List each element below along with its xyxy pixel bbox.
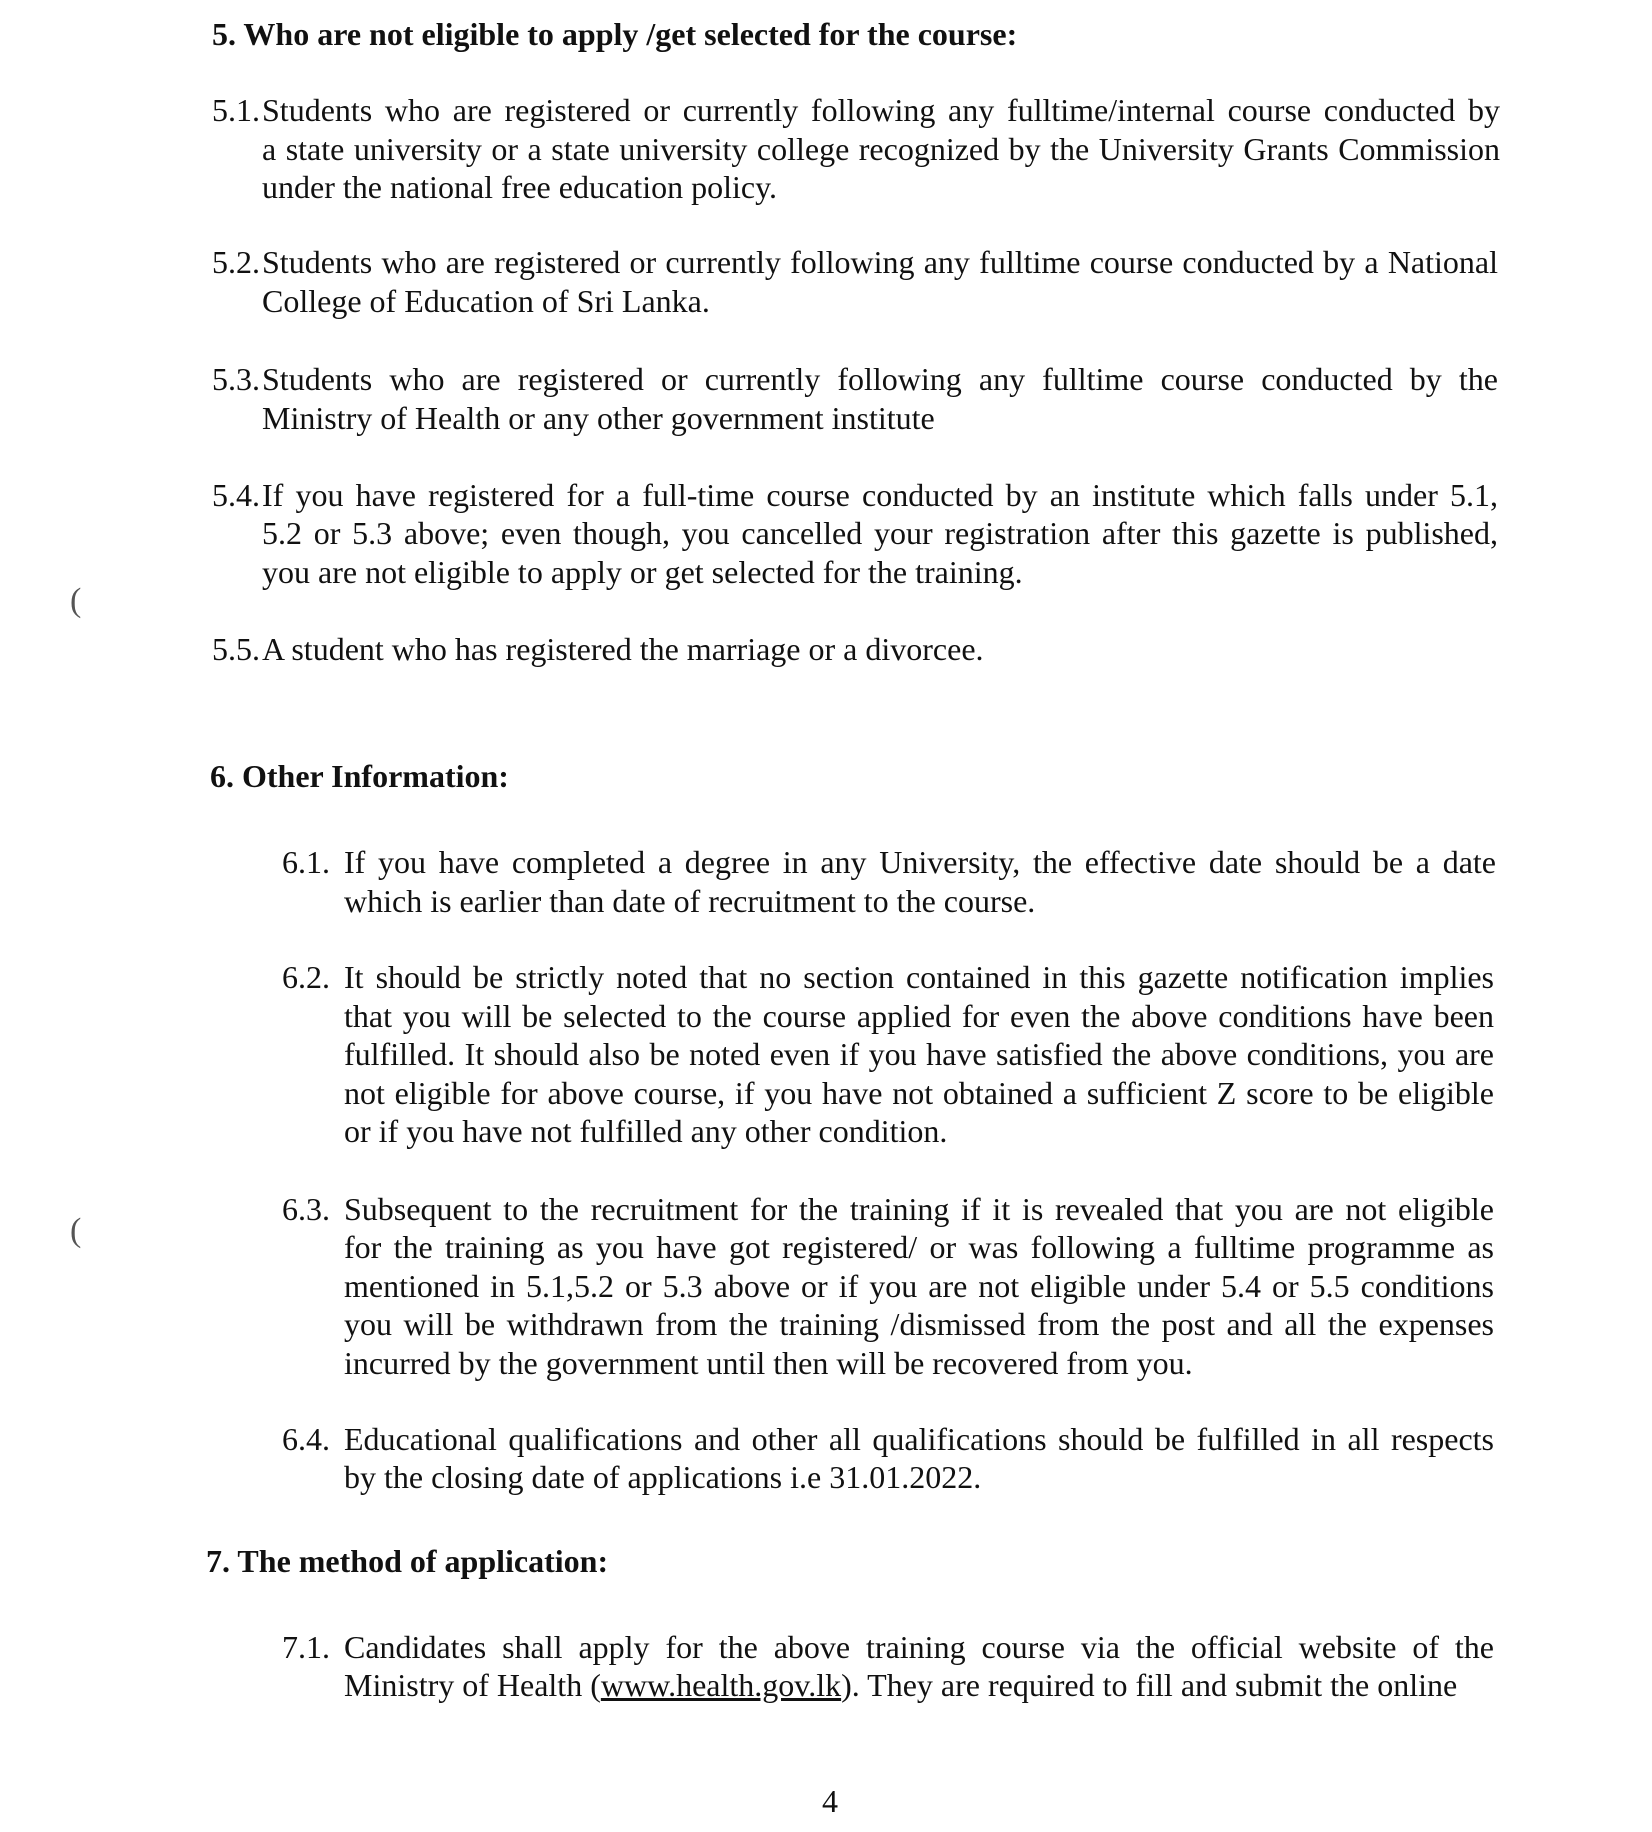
- item-6-4-line-1: Educational qualifications and other all qualifications should be fulfilled in all respects: [344, 1421, 1494, 1457]
- item-5-1-number: 5.1.: [212, 92, 260, 128]
- item-6-2-number: 6.2.: [282, 959, 330, 995]
- item-6-3-line-4: you will be withdrawn from the training /dismissed from the post and all the expenses: [344, 1306, 1494, 1342]
- item-7-1-line-2-before: Ministry of Health (: [344, 1667, 601, 1703]
- margin-paren-mark-upper: (: [70, 582, 82, 619]
- item-5-3-line-1: Students who are registered or currently following any fulltime course conducted by the: [262, 361, 1498, 397]
- item-6-1-line-2: which is earlier than date of recruitment to the course.: [344, 883, 1036, 919]
- item-6-1-number: 6.1.: [282, 844, 330, 880]
- item-5-4-number: 5.4.: [212, 477, 260, 513]
- section-7-heading: 7. The method of application:: [206, 1543, 609, 1579]
- item-5-3-line-2: Ministry of Health or any other government institute: [262, 400, 935, 436]
- item-5-4-line-2: 5.2 or 5.3 above; even though, you cancelled your registration after this gazette is published,: [262, 515, 1498, 551]
- item-5-1-line-3: under the national free education policy.: [262, 169, 778, 205]
- section-5-heading: 5. Who are not eligible to apply /get selected for the course:: [212, 16, 1018, 52]
- item-6-3-line-2: for the training as you have got registered/ or was following a fulltime programme as: [344, 1229, 1494, 1265]
- section-6-heading: 6. Other Information:: [210, 758, 509, 794]
- item-6-2-line-2: that you will be selected to the course applied for even the above conditions have been: [344, 998, 1494, 1034]
- item-5-1-line-2: a state university or a state university college recognized by the University Grants Commission: [262, 131, 1500, 167]
- item-7-1-line-2: [344, 1666, 1457, 1705]
- item-5-3-number: 5.3.: [212, 361, 260, 397]
- item-6-2-line-3: fulfilled. It should also be noted even if you have satisfied the above conditions, you are: [344, 1036, 1494, 1072]
- item-7-1-number: 7.1.: [282, 1629, 330, 1665]
- item-7-1-line-1: Candidates shall apply for the above training course via the official website of the: [344, 1629, 1494, 1665]
- item-6-4-number: 6.4.: [282, 1421, 330, 1457]
- item-5-2-line-1: Students who are registered or currently following any fulltime course conducted by a National: [262, 244, 1498, 280]
- item-5-5-number: 5.5.: [212, 631, 260, 667]
- health-website-link[interactable]: www.health.gov.lk: [600, 1667, 842, 1703]
- margin-paren-mark-lower: (: [70, 1212, 82, 1249]
- item-6-2-line-5: or if you have not fulfilled any other condition.: [344, 1113, 948, 1149]
- item-6-4-line-2: by the closing date of applications i.e 31.01.2022.: [344, 1459, 982, 1495]
- item-6-2-line-1: It should be strictly noted that no section contained in this gazette notification implies: [344, 959, 1494, 995]
- item-6-1-line-1: If you have completed a degree in any University, the effective date should be a date: [344, 844, 1496, 880]
- item-5-5-line-1: A student who has registered the marriage or a divorcee.: [262, 631, 984, 667]
- item-5-4-line-3: you are not eligible to apply or get selected for the training.: [262, 554, 1023, 590]
- item-7-1-line-2-after: ). They are required to fill and submit the online: [841, 1667, 1458, 1703]
- item-6-3-line-1: Subsequent to the recruitment for the training if it is revealed that you are not eligible: [344, 1191, 1494, 1227]
- item-6-3-number: 6.3.: [282, 1191, 330, 1227]
- page-number: 4: [822, 1783, 838, 1819]
- item-6-3-line-3: mentioned in 5.1,5.2 or 5.3 above or if you are not eligible under 5.4 or 5.5 conditions: [344, 1268, 1494, 1304]
- item-6-3-line-5: incurred by the government until then will be recovered from you.: [344, 1345, 1193, 1381]
- item-5-2-line-2: College of Education of Sri Lanka.: [262, 283, 710, 319]
- item-5-4-line-1: If you have registered for a full-time course conducted by an institute which falls under 5.1,: [262, 477, 1498, 513]
- item-5-2-number: 5.2.: [212, 244, 260, 280]
- item-6-2-line-4: not eligible for above course, if you have not obtained a sufficient Z score to be eligible: [344, 1075, 1494, 1111]
- item-5-1-line-1: Students who are registered or currently following any fulltime/internal course conducted by: [262, 92, 1500, 128]
